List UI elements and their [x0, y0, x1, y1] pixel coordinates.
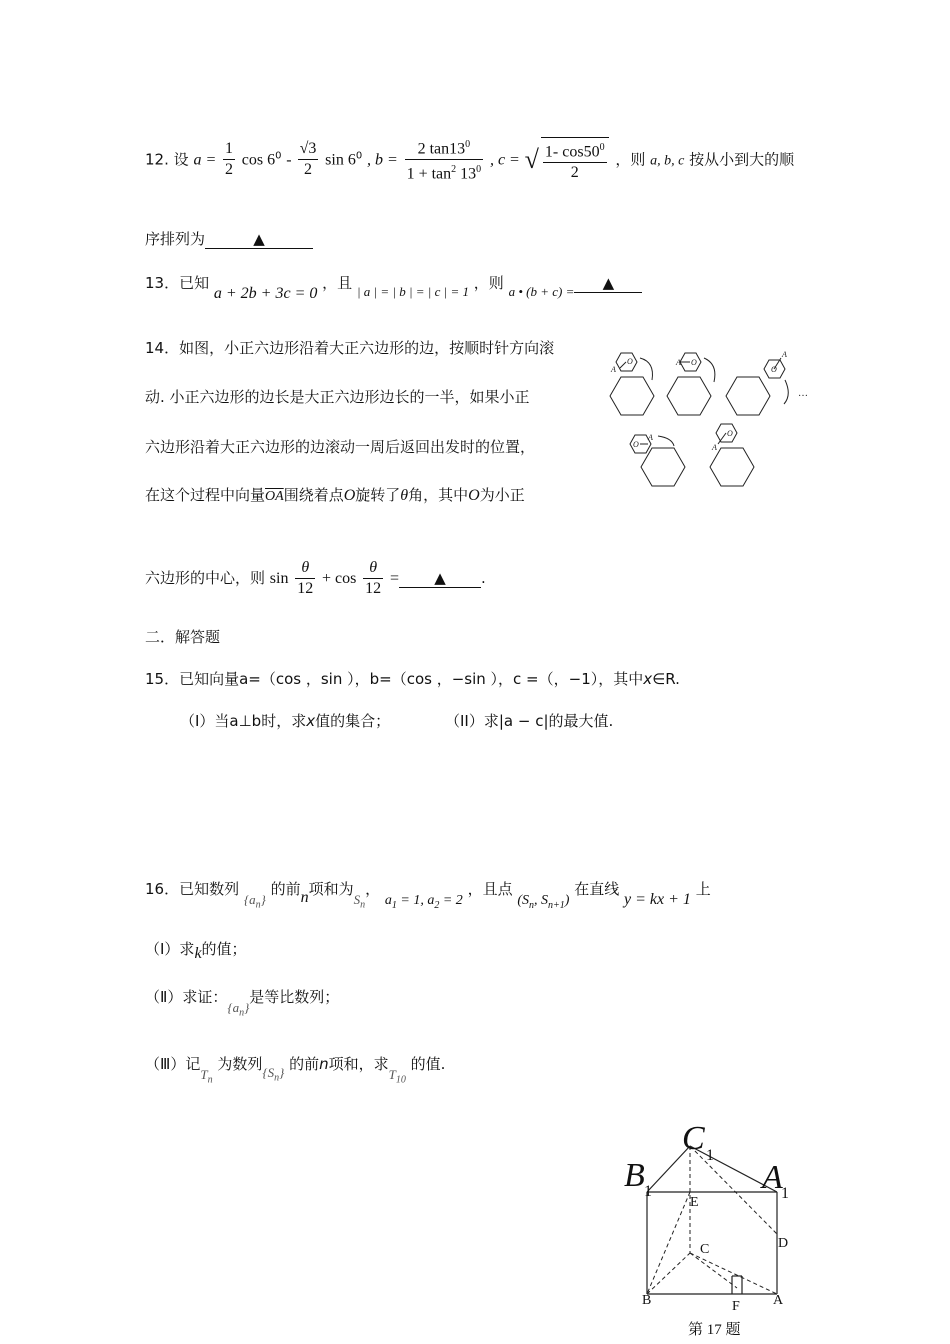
q14-fig-label: O — [771, 365, 777, 374]
q14-fig-label: O — [691, 358, 697, 367]
label-A: A — [773, 1293, 784, 1308]
section2-heading: 二．解答题 — [145, 628, 221, 646]
q12-frac1: $\frac{1}{2}$ — [225, 140, 234, 179]
q15-part1: （I）当a⊥b时，求x值的集合； — [180, 712, 391, 730]
label-C1: C — [682, 1120, 705, 1157]
q12-answer-blank: ▲ — [205, 230, 313, 249]
label-B1: B — [624, 1157, 645, 1194]
q14-line3: 六边形沿着大正六边形的边滚动一周后返回出发时的位置， — [145, 438, 536, 456]
q14-fig-label: A — [676, 358, 681, 367]
q12-sin6: sin 6 — [325, 151, 356, 169]
q16-part2: （Ⅱ）求证：$\{a_n\}$是等比数列； — [145, 988, 340, 1019]
q12-frac-b: $\frac{2 \tan 13^0}{1 + \tan^2 13^0}$ — [405, 135, 484, 185]
q12-c-eq: , c = — [489, 151, 520, 169]
q12-num: 12. — [145, 150, 169, 169]
q12-frac2: $\frac{√3}{2}$ — [299, 140, 317, 179]
q14-vec-OA: $\overline{OA}$ — [265, 489, 284, 504]
q16-part1: （Ⅰ）求k的值； — [145, 940, 247, 962]
q14-fig-label: A — [648, 433, 653, 442]
q14-line5: 六边形的中心，则 sin $\frac{\theta}{12}$ + cos $\frac{\theta}{12}$ = ▲ . — [145, 559, 486, 597]
q14-fig-label: A — [712, 443, 717, 452]
q14-fig-label: A — [782, 350, 787, 359]
q14-frac2: $\frac{\theta}{12}$ — [365, 559, 382, 597]
q14-frac1: $\frac{\theta}{12}$ — [297, 559, 314, 597]
label-E: E — [690, 1195, 699, 1210]
q13-line: 13．已知 a + 2b + 3c = 0 ，且 | a | = | b | = | c | = 1 ，则 a • (b + c) = ▲ — [145, 272, 642, 293]
q14-fig-label: A — [611, 365, 616, 374]
q14-line2: 动. 小正六边形的边长是大正六边形边长的一半，如果小正 — [145, 388, 530, 406]
q12-line1: 12. 设 a = $\frac{1}{2}$ $\cos 6^0$ - $\frac{√3}{2}$ $\sin 6^0$ , b = $\frac{2 \tan 13^0}{1 + \tan^2 13^0}$ , c = √ $\frac{1- \cos 50^0}{2}$ ，则 a, b, c 按从小到大的顺 — [145, 135, 794, 185]
label-D: D — [778, 1236, 789, 1251]
q14-answer-blank: ▲ — [399, 569, 481, 588]
figure-17-caption: 第 17 题 — [688, 1322, 741, 1338]
q13-mag: | a | = | b | = | c | = 1 — [356, 284, 469, 299]
q14-fig-label: O — [727, 429, 733, 438]
figure-17-prism — [620, 1118, 810, 1344]
q14-fig-label: … — [798, 388, 808, 399]
q12-abc: a, b, c — [650, 153, 685, 169]
q15-part2: （II）求|a − c|的最大值. — [445, 712, 614, 730]
q13-answer-blank: ▲ — [574, 274, 642, 293]
q14-fig-label: O — [627, 357, 633, 366]
q13-eq: a + 2b + 3c = 0 — [213, 285, 318, 302]
label-B: B — [642, 1293, 652, 1308]
q13-expr: a • (b + c) = — [508, 284, 575, 299]
label-C: C — [700, 1242, 710, 1257]
q12-cos6: cos 6 — [241, 151, 276, 169]
svg-text:1: 1 — [781, 1185, 789, 1202]
label-A1: A — [762, 1159, 783, 1196]
q12-lead: 设 — [173, 150, 189, 169]
q12-a-eq: a = — [193, 151, 217, 169]
q16-part3: （Ⅲ）记$T_n$ 为数列$\{S_n\}$ 的前n项和，求$T_{10}$ 的值. — [145, 1055, 446, 1086]
q13-num: 13．已知 — [145, 274, 210, 292]
q14-fig-label: O — [633, 440, 639, 449]
q16-line1: 16．已知数列 $\{a_n\}$ 的前n项和为$S_n$， $a_1 = 1$, $a_2 = 2$ ，且点 ($S_n$, $S_{n+1}$) 在直线 y = kx + 1 上 — [145, 880, 711, 911]
q14-line4: 在这个过程中向量$\overline{OA}$围绕着点O旋转了θ角，其中O为小正 — [145, 486, 525, 504]
svg-text:1: 1 — [644, 1183, 652, 1200]
q14-hexagon-figure — [600, 340, 815, 500]
q12-b-eq: , b = — [367, 151, 398, 169]
svg-text:1: 1 — [706, 1147, 714, 1164]
q14-line1: 14．如图，小正六边形沿着大正六边形的边，按顺时针方向滚 — [145, 339, 555, 357]
q12-line2-text: 序排列为 — [145, 230, 206, 248]
q12-tail: 按从小到大的顺 — [689, 150, 795, 169]
q15-line1: 15．已知向量a=（cos ，sin ），b=（cos ，−sin ），c =（，−1），其中x∈R. — [145, 670, 680, 688]
q12-frac-c: $\frac{1- \cos 50^0}{2}$ — [541, 137, 609, 183]
label-F: F — [732, 1299, 740, 1314]
q12-line2 — [145, 228, 313, 249]
